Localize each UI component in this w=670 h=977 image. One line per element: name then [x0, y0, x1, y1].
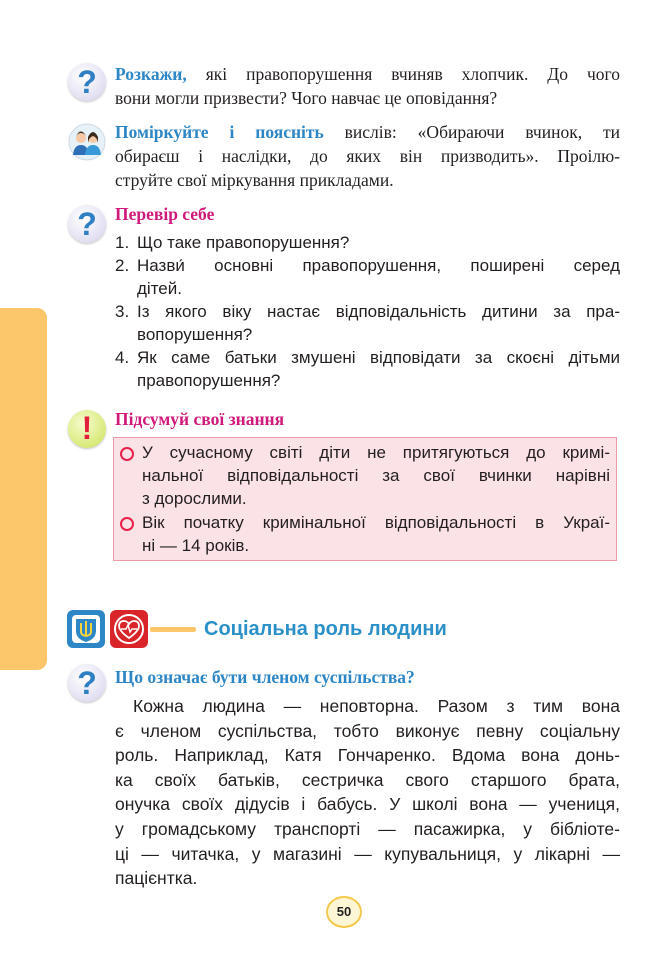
- prompt-discuss-line1: Поміркуйте і поясніть вислів: «Обираючи вчинок, ти: [115, 122, 620, 142]
- question-icon: ?: [68, 664, 106, 702]
- prompt-tell-line1: Розкажи, які правопорушення вчиняв хлопчик. До чого: [115, 64, 620, 84]
- section-divider: [150, 627, 196, 632]
- summary-item: У сучасному світі діти не притягуються до кримі- нальної відповідальності за свої вчинки нарівні з дорослими.: [142, 443, 610, 508]
- side-tab: [0, 308, 47, 670]
- check-question: 2. Назви́ основні правопорушення, поширені серед дітей.: [115, 256, 620, 298]
- exclamation-icon: !: [68, 410, 106, 448]
- prompt-discuss-line3: струйте свої міркування прикладами.: [115, 170, 394, 190]
- question-icon: ?: [68, 205, 106, 243]
- prompt-tell-line2: вони могли призвести? Чого навчає це оповідання?: [115, 88, 498, 108]
- prompt-discuss: [115, 120, 620, 192]
- page-number: 50: [326, 896, 362, 928]
- pair-discussion-icon: [68, 123, 106, 161]
- prompt-tell: [115, 62, 620, 110]
- check-question: 4. Як саме батьки змушені відповідати за скоєні дітьми правопорушення?: [115, 348, 620, 390]
- section-question: Що означає бути членом суспільства?: [115, 667, 415, 687]
- check-question: 3. Із якого віку настає відповідальність дитини за пра- вопорушення?: [115, 302, 620, 344]
- question-icon: ?: [68, 63, 106, 101]
- summary-item: Вік початку кримінальної відповідальності в Украї- ні — 14 років.: [142, 513, 610, 555]
- coat-of-arms-icon: [67, 610, 105, 648]
- bullet-icon: [120, 447, 134, 461]
- check-question: 1. Що таке правопорушення?: [115, 233, 350, 252]
- check-questions: [115, 231, 620, 392]
- prompt-discuss-line2: обираєш і наслідки, до яких він призводить». Проілю-: [115, 146, 620, 166]
- section-paragraph: Кожна людина — неповторна. Разом з тим вона є членом суспільства, тобто виконує певну соціальну роль. Наприклад, Катя Гончаренко. Вдома вона донь- ка своїх батьків, сестричка свого старшого брата, онучка своїх дідусів і бабусь. У школі вона — учениця, у громадському транспорті — пасажирка, у бібліоте- ці — читачка, у магазині — купувальниця, у лікарні — пацієнтка.: [115, 696, 620, 889]
- heart-rate-icon: [110, 610, 148, 648]
- check-question-list: [115, 231, 620, 392]
- bullet-icon: [120, 517, 134, 531]
- check-title: Перевір себе: [115, 204, 215, 224]
- section-title: Соціальна роль людини: [204, 618, 447, 640]
- summary-title: Підсумуй свої знання: [115, 409, 285, 429]
